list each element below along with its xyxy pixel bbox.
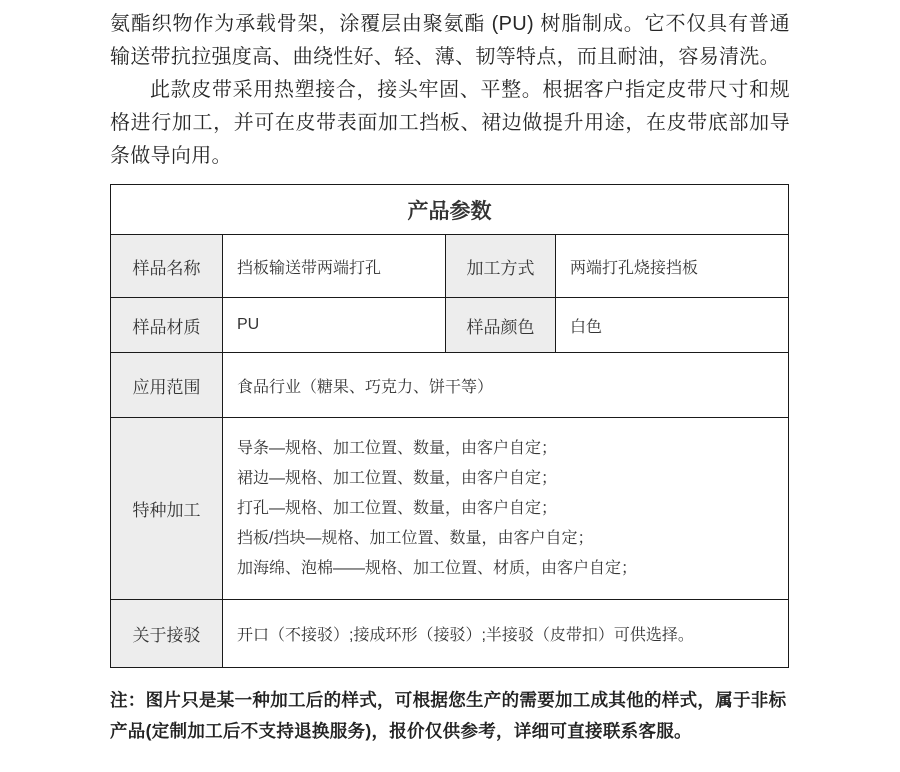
special-processing-line: 裙边—规格、加工位置、数量，由客户自定；: [237, 469, 558, 487]
param-label-sample-name: 样品名称: [111, 235, 223, 298]
param-label-material: 样品材质: [111, 298, 223, 353]
table-title-row: [111, 185, 789, 235]
param-value-material: PU: [223, 298, 446, 353]
table-row-sample-name: [111, 235, 789, 298]
table-row-special-processing: [111, 418, 789, 600]
param-label-color: 样品颜色: [446, 298, 556, 353]
param-value-sample-name: 挡板输送带两端打孔: [223, 235, 446, 298]
param-value-joint: 开口（不接驳）;接成环形（接驳）;半接驳（皮带扣）可供选择。: [223, 600, 789, 668]
param-label-application: 应用范围: [111, 353, 223, 418]
table-row-application: [111, 353, 789, 418]
special-processing-line: 打孔—规格、加工位置、数量，由客户自定；: [237, 499, 558, 517]
table-title: 产品参数: [111, 185, 789, 235]
param-label-process-method: 加工方式: [446, 235, 556, 298]
param-value-color: 白色: [556, 298, 789, 353]
param-label-special-processing: 特种加工: [111, 418, 223, 600]
intro-paragraph-1: 氨酯织物作为承载骨架，涂覆层由聚氨酯 (PU) 树脂制成。它不仅具有普通输送带抗拉强度高、曲绕性好、轻、薄、韧等特点，而且耐油，容易清洗。: [110, 13, 790, 68]
param-label-joint: 关于接驳: [111, 600, 223, 668]
table-row-joint: [111, 600, 789, 668]
special-processing-line: 挡板/挡块—规格、加工位置、数量，由客户自定；: [237, 529, 594, 547]
note-text: 注：图片只是某一种加工后的样式，可根据您生产的需要加工成其他的样式，属于非标产品(定制加工后不支持退换服务)，报价仅供参考，详细可直接联系客服。: [110, 690, 787, 741]
param-value-application: 食品行业（糖果、巧克力、饼干等）: [223, 353, 789, 418]
param-value-special-processing: [223, 418, 789, 600]
product-parameters-table: [110, 184, 789, 668]
intro-paragraph-2: 此款皮带采用热塑接合，接头牢固、平整。根据客户指定皮带尺寸和规格进行加工，并可在皮带表面加工挡板、裙边做提升用途，在皮带底部加导条做导向用。: [110, 79, 790, 167]
param-value-process-method: 两端打孔烧接挡板: [556, 235, 789, 298]
special-processing-line: 导条—规格、加工位置、数量，由客户自定；: [237, 439, 558, 457]
special-processing-line: 加海绵、泡棉——规格、加工位置、材质，由客户自定；: [237, 559, 638, 577]
table-row-material: [111, 298, 789, 353]
